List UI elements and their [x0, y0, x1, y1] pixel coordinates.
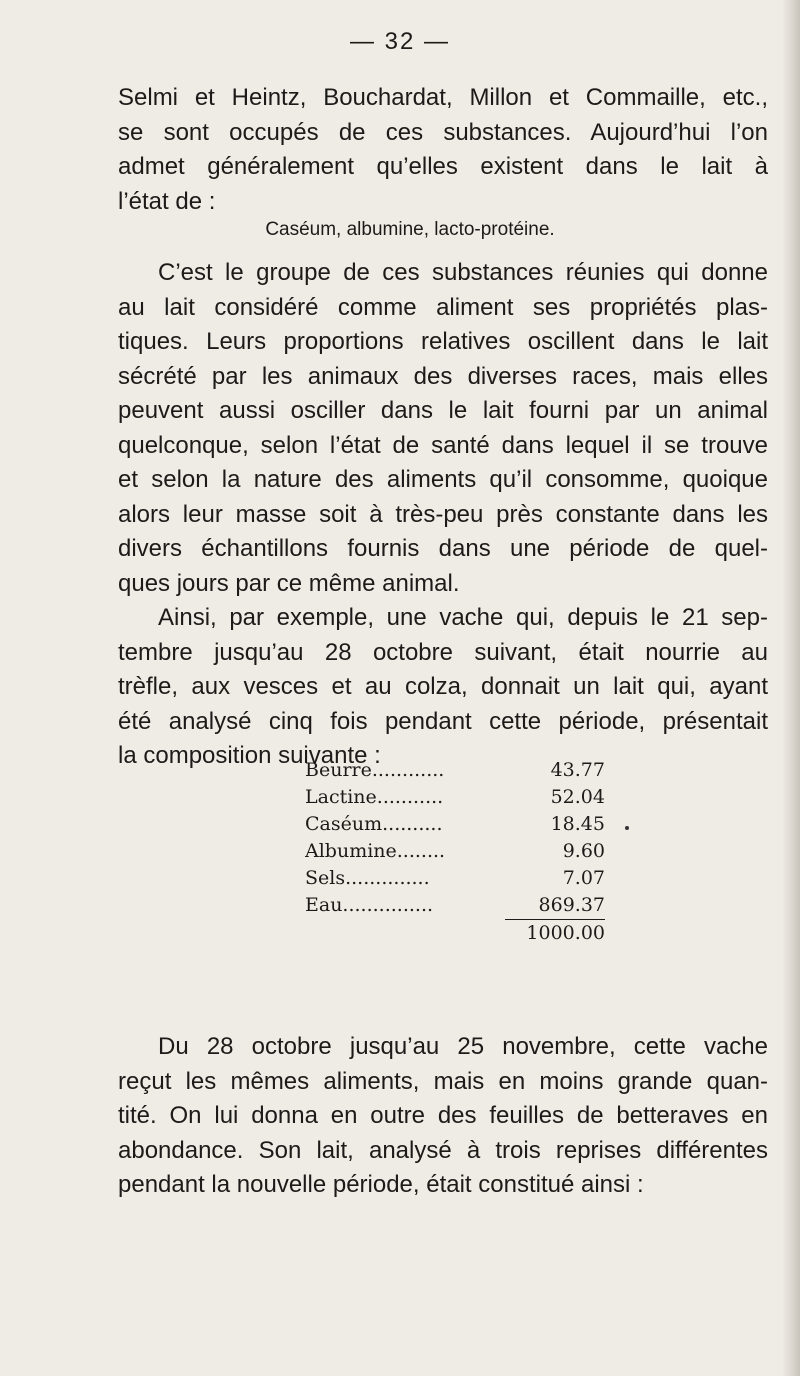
- page-number: — 32 —: [349, 28, 451, 55]
- text-line: trèfle, aux vesces et au colza, donnait un lait qui, ayant: [118, 673, 768, 700]
- paragraph-intro: [118, 81, 768, 219]
- stray-ink-dot: [625, 826, 629, 830]
- text-line: pendant la nouvelle période, était constitué ainsi :: [118, 1171, 644, 1198]
- text-line: C’est le groupe de ces substances réunies qui donne: [158, 259, 768, 286]
- text-line: tité. On lui donna en outre des feuilles de betteraves en: [118, 1102, 768, 1129]
- composition-label: Caséum..........: [305, 813, 443, 835]
- text-line: au lait considéré comme aliment ses propriétés plas-: [118, 293, 768, 321]
- composition-row: [305, 784, 605, 811]
- composition-value: 18.45: [550, 813, 605, 835]
- text-line: ques jours par ce même animal.: [118, 569, 460, 597]
- text-line: abondance. Son lait, analysé à trois reprises différentes: [118, 1136, 768, 1164]
- composition-total: 1000.00: [505, 919, 605, 944]
- text-line: l’état de :: [118, 187, 216, 215]
- composition-value: 869.37: [538, 894, 605, 916]
- composition-row: [305, 811, 605, 838]
- text-line: reçut les mêmes aliments, mais en moins grande quan-: [118, 1067, 768, 1095]
- text-line: Selmi et Heintz, Bouchardat, Millon et Commaille, etc.,: [118, 84, 768, 111]
- composition-label: Beurre............: [305, 759, 445, 781]
- text-line: été analysé cinq fois pendant cette période, présentait: [118, 707, 768, 735]
- text-line: se sont occupés de ces substances. Aujourd’hui l’on: [118, 118, 768, 146]
- page-edge-shadow: [782, 0, 800, 1376]
- text-line: alors leur masse soit à très-peu près constante dans les: [118, 500, 768, 528]
- paragraph-example: [118, 601, 768, 774]
- substances-caption: Caséum, albumine, lacto-protéine.: [265, 219, 555, 240]
- text-line: Du 28 octobre jusqu’au 25 novembre, cette vache: [158, 1033, 768, 1060]
- composition-value: 7.07: [562, 867, 605, 889]
- text-line: tembre jusqu’au 28 octobre suivant, était nourrie au: [118, 638, 768, 666]
- text-line: tiques. Leurs proportions relatives oscillent dans le lait: [118, 328, 768, 355]
- composition-value: 43.77: [550, 759, 605, 781]
- composition-row: [305, 892, 605, 919]
- text-line: la composition suivante :: [118, 742, 381, 769]
- composition-table: [305, 757, 605, 944]
- paragraph-properties: [118, 256, 768, 601]
- composition-label: Albumine........: [305, 840, 446, 862]
- composition-label: Lactine...........: [305, 786, 444, 808]
- paragraph-second-period: [118, 1030, 768, 1203]
- composition-label: Eau...............: [305, 894, 434, 916]
- text-line: sécrété par les animaux des diverses races, mais elles: [118, 362, 768, 390]
- text-line: quelconque, selon l’état de santé dans lequel il se trouve: [118, 431, 768, 459]
- text-line: admet généralement qu’elles existent dans le lait à: [118, 153, 768, 180]
- composition-row: [305, 757, 605, 784]
- text-line: peuvent aussi osciller dans le lait fourni par un animal: [118, 397, 768, 424]
- composition-row: [305, 838, 605, 865]
- composition-value: 52.04: [550, 786, 605, 808]
- text-line: Ainsi, par exemple, une vache qui, depuis le 21 sep-: [158, 604, 768, 631]
- composition-value: 9.60: [562, 840, 605, 862]
- composition-row: [305, 865, 605, 892]
- text-line: et selon la nature des aliments qu’il consomme, quoique: [118, 466, 768, 493]
- text-line: divers échantillons fournis dans une période de quel-: [118, 535, 768, 562]
- composition-label: Sels..............: [305, 867, 430, 889]
